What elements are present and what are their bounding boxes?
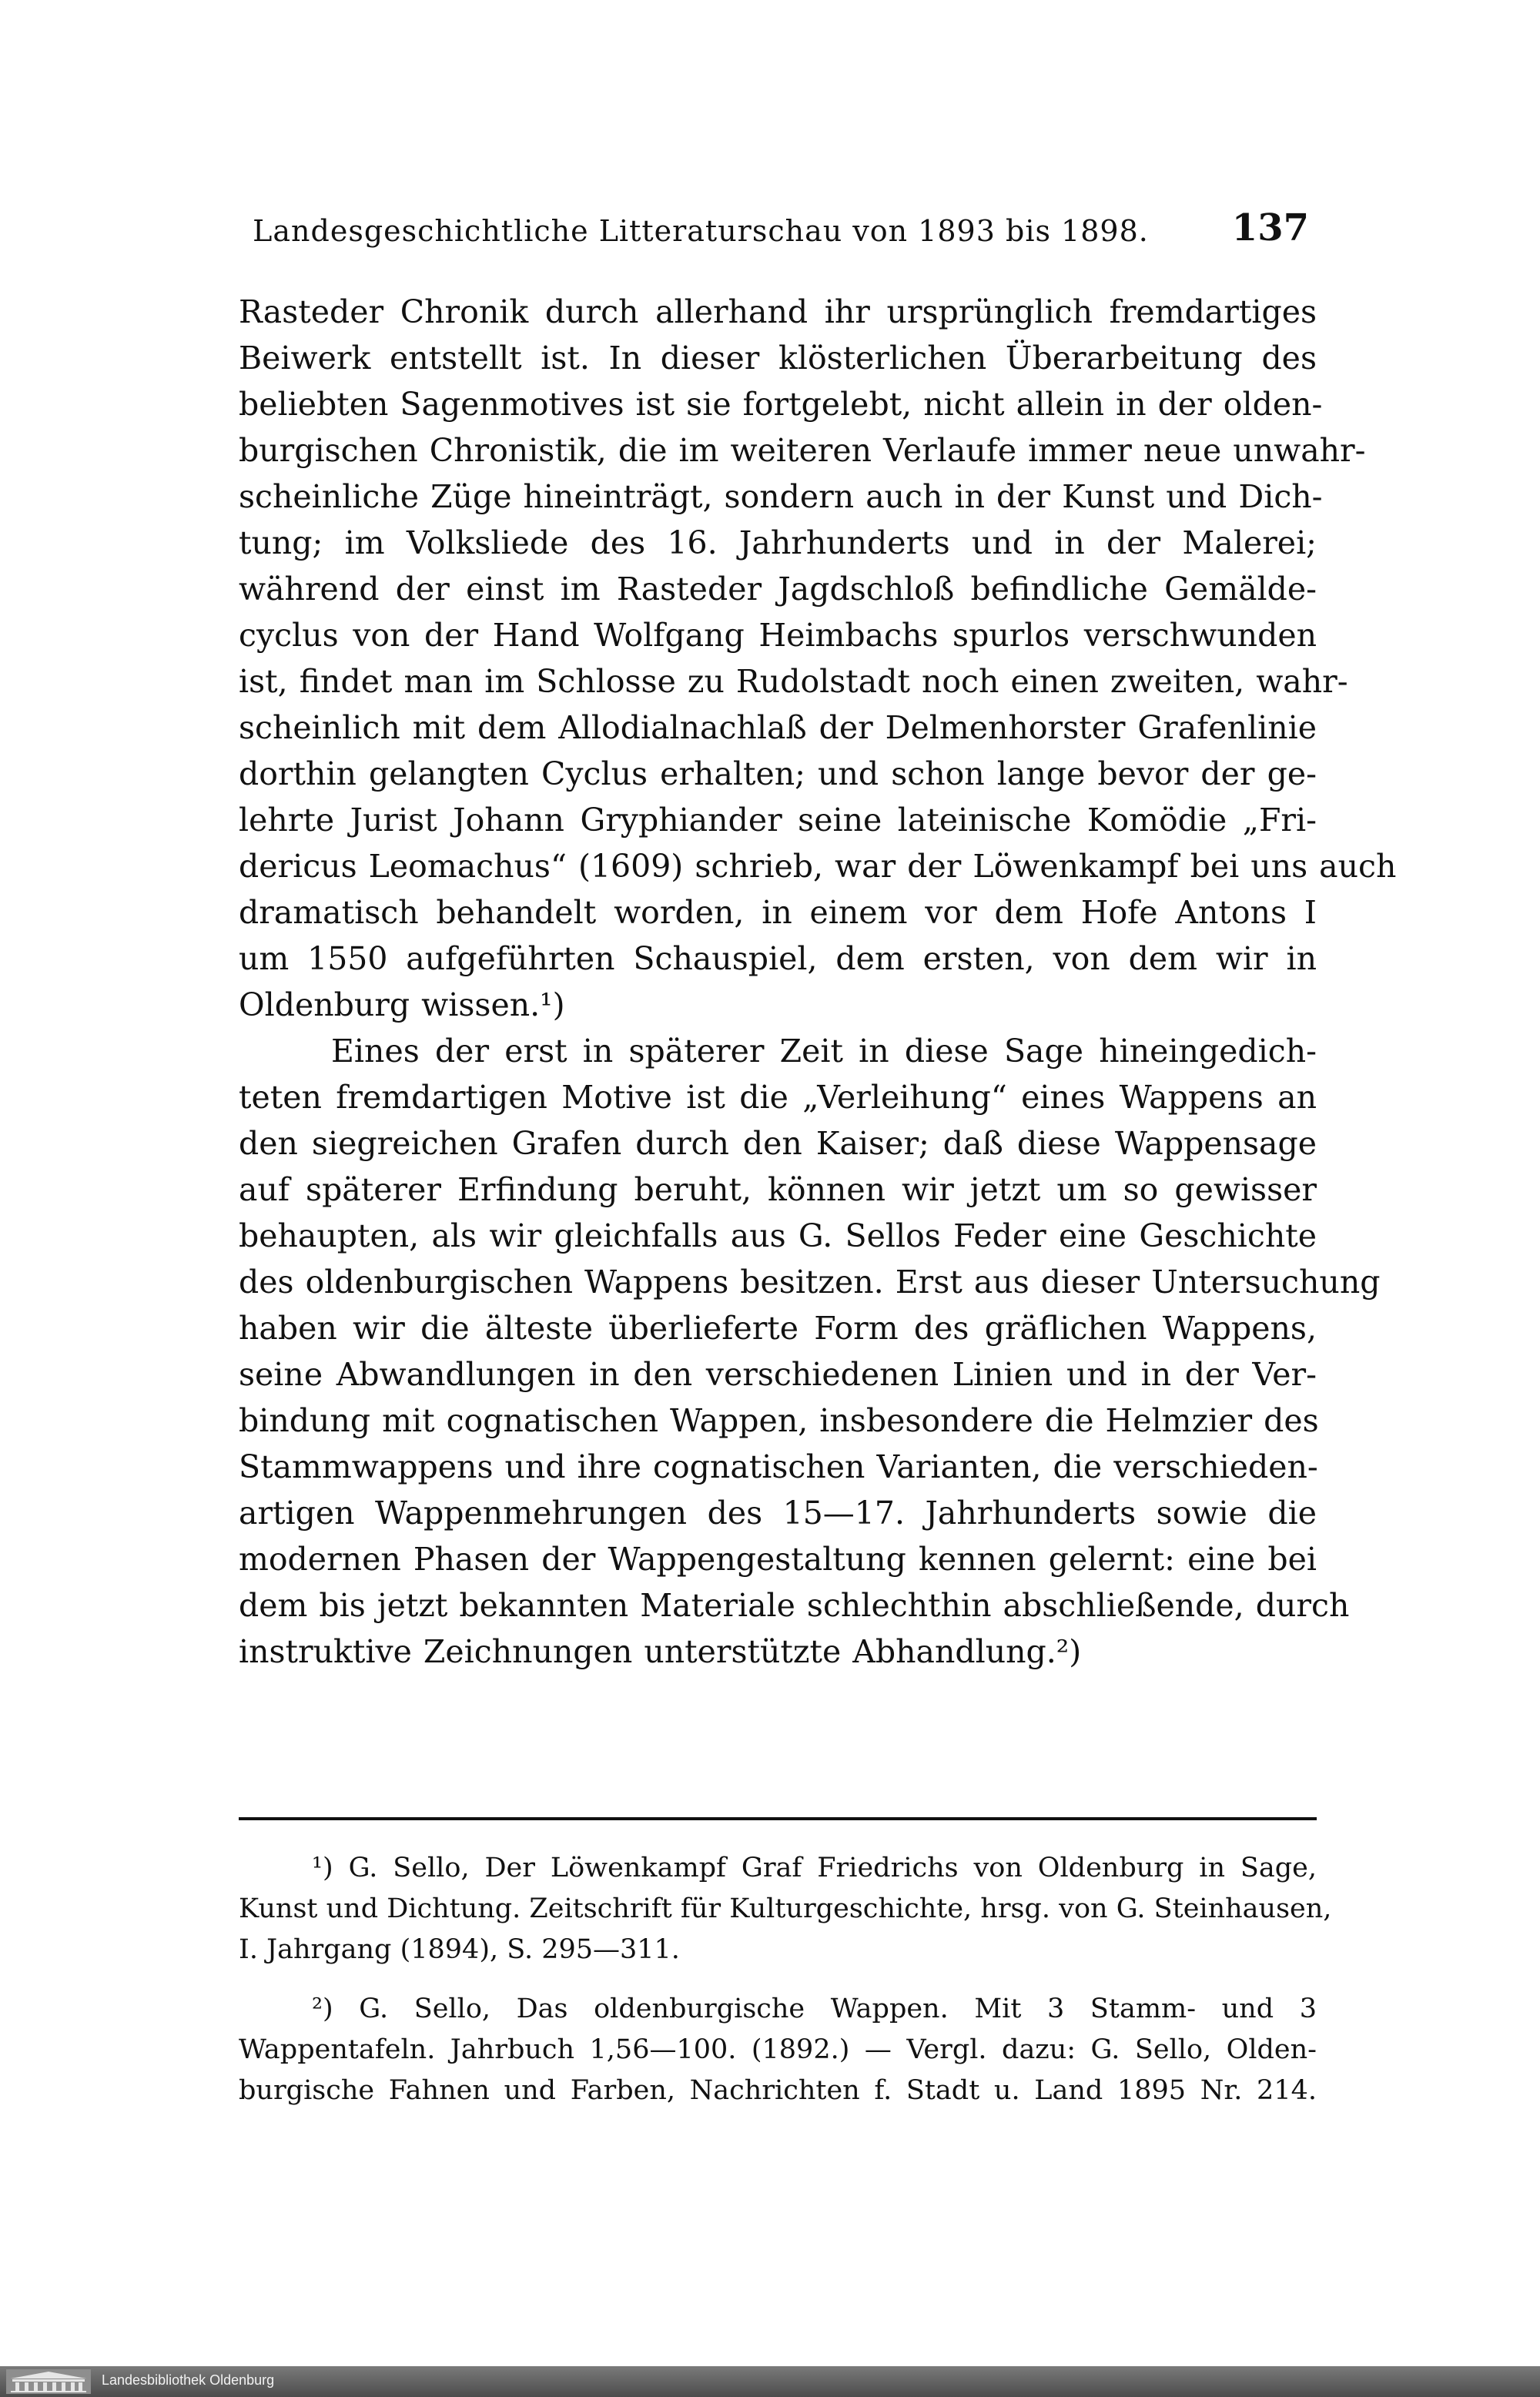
running-header [239, 206, 1309, 260]
text-line: um 1550 aufgeführten Schauspiel, dem ersten, von dem wir in [239, 940, 1317, 977]
text-line: artigen Wappenmehrungen des 15—17. Jahrhunderts sowie die [239, 1495, 1317, 1532]
footnote-divider [239, 1817, 1317, 1820]
text-line: Oldenburg wissen.¹) [239, 986, 565, 1023]
text-line: scheinliche Züge hineinträgt, sondern auch in der Kunst und Dich- [239, 478, 1323, 515]
text-line: Rasteder Chronik durch allerhand ihr ursprünglich fremdartiges [239, 293, 1317, 330]
text-line: tung; im Volksliede des 16. Jahrhunderts und in der Malerei; [239, 524, 1317, 561]
footnote-line: ²) G. Sello, Das oldenburgische Wappen. Mit 3 Stamm- und 3 [312, 1994, 1317, 2024]
text-line: auf späterer Erfindung beruht, können wir jetzt um so gewisser [239, 1171, 1317, 1208]
header-title: Landesgeschichtliche Litteraturschau von 1893 bis 1898. [253, 214, 1149, 248]
text-line: des oldenburgischen Wappens besitzen. Erst aus dieser Untersuchung [239, 1264, 1381, 1301]
text-line: Eines der erst in späterer Zeit in diese Sage hineingedich- [331, 1033, 1317, 1070]
library-building-icon [6, 2369, 91, 2394]
footnotes [239, 1848, 1332, 2111]
text-line: instruktive Zeichnungen unterstützte Abhandlung.²) [239, 1633, 1082, 1670]
text-line: beliebten Sagenmotives ist sie fortgelebt, nicht allein in der olden- [239, 386, 1323, 423]
footnote-line: Kunst und Dichtung. Zeitschrift für Kulturgeschichte, hrsg. von G. Steinhausen, [239, 1893, 1332, 1924]
page-number: 137 [1231, 206, 1309, 249]
footnote-line: Wappentafeln. Jahrbuch 1,56—100. (1892.) — Vergl. dazu: G. Sello, Olden- [239, 2034, 1317, 2065]
text-line: burgischen Chronistik, die im weiteren Verlaufe immer neue unwahr- [239, 432, 1366, 469]
main-text [239, 289, 1397, 1675]
text-line: teten fremdartigen Motive ist die „Verleihung“ eines Wappens an [239, 1079, 1317, 1116]
text-line: haben wir die älteste überlieferte Form des gräflichen Wappens, [239, 1310, 1317, 1347]
text-line: ist, findet man im Schlosse zu Rudolstadt noch einen zweiten, wahr- [239, 663, 1348, 700]
text-line: dem bis jetzt bekannten Materiale schlechthin abschließende, durch [239, 1587, 1350, 1624]
footnote-line: ¹) G. Sello, Der Löwenkampf Graf Friedrichs von Oldenburg in Sage, [312, 1853, 1317, 1883]
text-line: dramatisch behandelt worden, in einem vor dem Hofe Antons I [239, 894, 1317, 931]
library-name: Landesbibliothek Oldenburg [102, 2372, 275, 2388]
text-line: modernen Phasen der Wappengestaltung kennen gelernt: eine bei [239, 1541, 1317, 1578]
text-line: bindung mit cognatischen Wappen, insbesondere die Helmzier des [239, 1402, 1319, 1439]
text-line: dericus Leomachus“ (1609) schrieb, war der Löwenkampf bei uns auch [239, 848, 1397, 885]
text-line: den siegreichen Grafen durch den Kaiser; daß diese Wappensage [239, 1125, 1317, 1162]
text-line: Stammwappens und ihre cognatischen Varianten, die verschieden- [239, 1448, 1318, 1485]
text-line: dorthin gelangten Cyclus erhalten; und schon lange bevor der ge- [239, 755, 1317, 792]
footnote-line: burgische Fahnen und Farben, Nachrichten f. Stadt u. Land 1895 Nr. 214. [239, 2075, 1317, 2106]
text-line: lehrte Jurist Johann Gryphiander seine lateinische Komödie „Fri- [239, 802, 1317, 839]
text-line: Beiwerk entstellt ist. In dieser klösterlichen Überarbeitung des [239, 340, 1317, 377]
text-line: während der einst im Rasteder Jagdschloß befindliche Gemälde- [239, 571, 1317, 608]
library-footer-bar [0, 2366, 1540, 2397]
text-line: cyclus von der Hand Wolfgang Heimbachs spurlos verschwunden [239, 617, 1317, 654]
footnote-line: I. Jahrgang (1894), S. 295—311. [239, 1934, 680, 1965]
text-line: behaupten, als wir gleichfalls aus G. Sellos Feder eine Geschichte [239, 1217, 1317, 1254]
text-line: scheinlich mit dem Allodialnachlaß der Delmenhorster Grafenlinie [239, 709, 1317, 746]
text-line: seine Abwandlungen in den verschiedenen Linien und in der Ver- [239, 1356, 1317, 1393]
